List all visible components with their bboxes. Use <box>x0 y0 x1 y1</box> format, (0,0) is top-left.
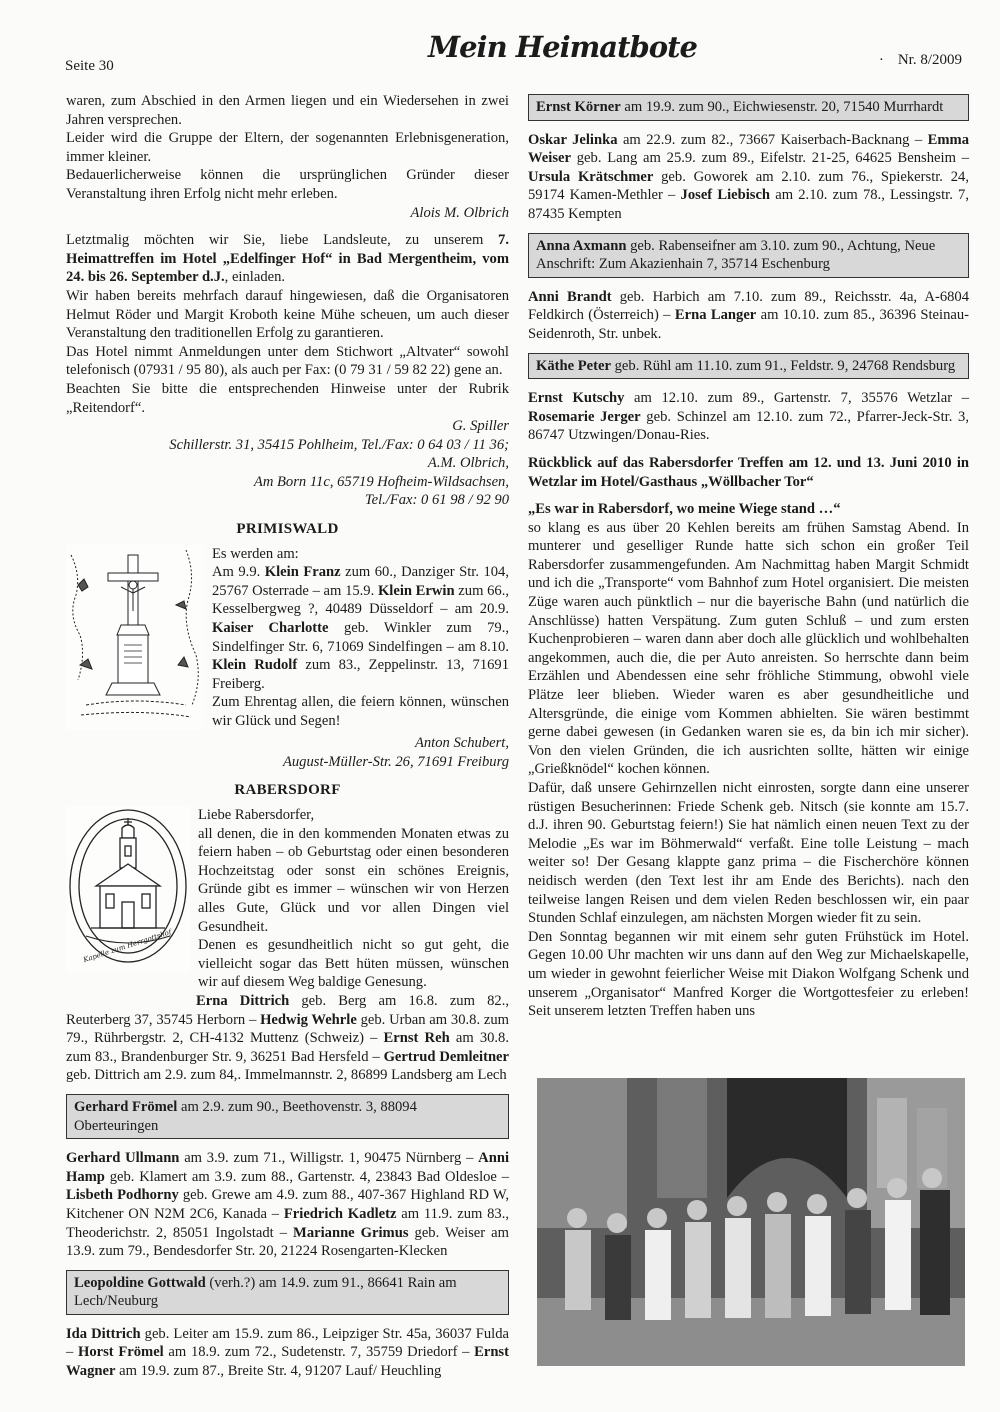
rabersdorf-greeting: Liebe Rabersdorfer, <box>198 807 315 824</box>
signature-name: Anton Schubert, <box>414 735 509 752</box>
signature-name: A.M. Olbrich, <box>427 455 509 472</box>
primiswald-intro: Es werden am: <box>212 545 299 562</box>
right-column <box>528 92 969 1021</box>
primiswald-wish: Zum Ehrentag allen, die feiern können, wünschen wir Glück und Segen! <box>212 694 509 729</box>
page-header <box>0 0 1000 92</box>
intro-paragraph: Bedauerlicherweise können die ursprünglichen Gründer dieser Veranstaltung ihren Erfolg nicht mehr erleben. <box>66 167 509 202</box>
primiswald-birthdays: Am 9.9. Klein Franz zum 60., Danziger Str. 104, 25767 Osterrade – am 15.9. Klein Erwin zum 66., Kesselbergweg ?, 40489 Düsseldorf – am 20.9. Kaiser Charlotte geb. Winkler zum 79., Sindelfinger Str. 6, 71069 Sindelfingen – am 8.10. Klein Rudolf zum 83., Zeppelinstr. 13, 71691 Freiberg. <box>212 564 510 692</box>
signature-address: Am Born 11c, 65719 Hofheim-Wildsachsen, <box>253 473 509 490</box>
highlight-box: Anna Axmann geb. Rabenseifner am 3.10. zum 90., Achtung, Neue Anschrift: Zum Akazienhain 7, 35714 Eschenburg <box>528 233 969 278</box>
chapel-emblem <box>66 806 190 972</box>
review-paragraph: Dafür, daß unsere Gehirnzellen nicht einrosten, sorgte dann eine unserer rüstigen Besucherinnen: Friede Schenk geb. Nitsch (sie konnte am 15.7. d.J. ihren 90. Geburtstag feiern!) Sie hat nämlich einen neuen Text zu der Melodie „Es war im Böhmerwald“ verfaßt. Eine tolle Leistung – mach weiter so! Der Gesang klappte ganz prima – die Fischerchöre können neidisch werden (den Text lest ihr am Ende des Berichts). nach den teilweise langen Reisen und dem vielen Reden beschlossen wir, ein paar Stunden Schlaf einzulegen, am nächsten Morgen wieder fit zu sein. <box>528 780 969 927</box>
signature: Alois M. Olbrich <box>410 204 509 221</box>
review-paragraph: so klang es aus über 20 Kehlen bereits am frühen Samstag Abend. In munterer und geselliger Runde hatte sich schon ein großer Teil Rabersdorfer zusammengefunden. Am Nachmittag haben Margit Schmidt und ich die „Transporte“ vom Bahnhof zum Hotel organisiert. Die meisten Züge waren auch pünktlich – nur die bayerische Bahn (und natürlich die Anschlüsse) hatten Verspätung. Zum guten Schluß – und zum ersten Kuchenprobieren – waren dann aber doch alle glücklich und wohlbehalten angekommen, auch die, die per Auto anreisten. So herrschte dann beim Erzählen und Abendessen eine sehr fröhliche Stimmung, obwohl viele Plätze leer blieben. Wieder waren es aber gesundheitliche und Altersgründe, die einige vom Kommen abhielten. Sie wären bestimmt gerne dabei gewesen (in Gedanken waren sie es, da bin ich mir sicher). Von den vielen Gründen, die ich ausrichten sollte, hätten wir einige „Grießknödel“ kochen können. <box>528 519 969 778</box>
signature-address: Schillerstr. 31, 35415 Pohlheim, Tel./Fax: 0 64 03 / 11 36; <box>169 436 509 453</box>
birthday-list: Ernst Kutschy am 12.10. zum 89., Gartenstr. 7, 35576 Wetzlar – Rosemarie Jerger geb. Schinzel am 12.10. zum 72., Pfarrer-Jeck-Str. 3, 86747 Utzwingen/Donau-Ries. <box>528 390 970 444</box>
intro-paragraph: waren, zum Abschied in den Armen liegen und ein Wiedersehen in zwei Jahren versprechen. <box>66 93 509 128</box>
review-paragraph: Den Sonntag begannen wir mit einem sehr guten Frühstück im Hotel. Gegen 10.00 Uhr machten wir uns dann auf den Weg zur Michaelskapelle, um wieder in gewohnt feierlicher Weise mit Diakon Wolfgang Schenk und unserem „Organisator“ Manfred Korger die Wortgottesfeier zu erleben! Seit unserem letzten Treffen haben uns <box>528 928 969 1020</box>
page-number: Seite 30 <box>65 58 114 74</box>
highlight-box: Käthe Peter geb. Rühl am 11.10. zum 91., Feldstr. 9, 24768 Rendsburg <box>528 353 969 380</box>
masthead-logo: Mein Heimatbote <box>428 30 697 64</box>
meeting-paragraph: Das Hotel nimmt Anmeldungen unter dem Stichwort „Altvater“ sowohl telefonisch (07931 / 95 80), als auch per Fax: (0 79 31 / 59 82 22) gene an. <box>66 343 509 379</box>
left-column <box>66 92 509 1390</box>
birthday-list: Oskar Jelinka am 22.9. zum 82., 73667 Kaiserbach-Backnang – Emma Weiser geb. Lang am 25.9. zum 89., Eifelstr. 21-25, 64625 Bensheim – Ursula Krätschmer geb. Goworek am 2.10. zum 76., Spiekerstr. 24, 59174 Kamen-Methler – Josef Liebisch am 2.10. zum 78., Lessingstr. 7, 87435 Kempten <box>528 131 969 222</box>
highlight-box: Gerhard Frömel am 2.9. zum 90., Beethovenstr. 3, 88094 Oberteuringen <box>66 1094 509 1139</box>
meeting-paragraph: Wir haben bereits mehrfach darauf hingewiesen, daß die Organisatoren Helmut Röder und Margit Kroboth keine Mühe scheuen, um auch dieser Veranstaltung den traditionellen Erfolg zu garantieren. <box>66 287 509 342</box>
signature-name: G. Spiller <box>452 418 509 435</box>
review-heading: Rückblick auf das Rabersdorfer Treffen am 12. und 13. Juni 2010 in Wetzlar im Hotel/Gasthaus „Wöllbacher Tor“ <box>528 454 969 490</box>
signature-address: August-Müller-Str. 26, 71691 Freiburg <box>282 753 509 770</box>
rabersdorf-paragraph: Denen es gesundheitlich nicht so gut geht, die vielleicht sogar das Bett hüten müssen, wünschen wir auf diesem Weg baldige Genesung. <box>198 937 509 991</box>
rabersdorf-birthdays: Erna Dittrich geb. Berg am 16.8. zum 82., Reuterberg 37, 35745 Herborn – Hedwig Wehrle geb. Urban am 30.8. zum 79., Rührbergstr. 2, CH-4132 Muttenz (Schweiz) – Ernst Reh am 30.8. zum 83., Brandenburger Str. 9, 36251 Bad Hersfeld – Gertrud Demleitner geb. Dittrich am 2.9. zum 84,. Immelmannstr. 2, 86899 Landsberg am Lech <box>66 992 510 1084</box>
group-photo <box>537 1078 965 1366</box>
highlight-box: Leopoldine Gottwald (verh.?) am 14.9. zum 91., 86641 Rain am Lech/Neuburg <box>66 1270 509 1315</box>
rabersdorf-paragraph: all denen, die in den kommenden Monaten etwas zu feiern haben – ob Geburtstag oder einen besonderen Hochzeitstag oder sonst ein schönes Ereignis, Gründe gibt es immer – wünschen wir von Herzen alles Gute, Glück und vor allen Dingen viel Gesundheit. <box>198 825 509 935</box>
review-quote: „Es war in Rabersdorf, wo meine Wiege stand …“ <box>528 501 841 518</box>
birthday-list: Ida Dittrich geb. Leiter am 15.9. zum 86., Leipziger Str. 45a, 36037 Fulda – Horst Frömel am 18.9. zum 72., Sudetenstr. 7, 35759 Driedorf – Ernst Wagner am 19.9. zum 87., Breite Str. 4, 91207 Lauf/ Heuchling <box>66 1325 510 1380</box>
section-heading-rabersdorf: RABERSDORF <box>234 782 341 799</box>
highlight-box: Ernst Körner am 19.9. zum 90., Eichwiesenstr. 20, 71540 Murrhardt <box>528 94 969 121</box>
intro-paragraph: Leider wird die Gruppe der Eltern, der sogenannten Erlebnisgeneration, immer kleiner. <box>66 130 509 165</box>
svg-text:Kapelle zum Herrgottshof: Kapelle zum Herrgottshof <box>82 928 173 965</box>
section-heading-primiswald: PRIMISWALD <box>236 521 339 538</box>
meeting-invite: Letztmalig möchten wir Sie, liebe Landsleute, zu unserem 7. Heimattreffen im Hotel „Edelfinger Hof“ in Bad Mergentheim, vom 24. bis 26. September d.J., einladen. <box>66 232 509 286</box>
wayside-cross-illustration <box>66 545 204 731</box>
birthday-list: Gerhard Ullmann am 3.9. zum 71., Willigstr. 1, 90475 Nürnberg – Anni Hamp geb. Klamert am 3.9. zum 88., Gartenstr. 4, 23843 Bad Oldesloe – Lisbeth Podhorny geb. Grewe am 4.9. zum 88., 407-367 Highland RD W, Kitchener ON N2M 2C6, Kanada – Friedrich Kadletz am 11.9. zum 83., Theoderichstr. 2, 85051 Ingolstadt – Marianne Grimus geb. Weiser am 13.9. zum 79., Bendesdorfer Str. 20, 21224 Rosengarten-Klecken <box>66 1150 510 1260</box>
birthday-list: Anni Brandt geb. Harbich am 7.10. zum 89., Reichsstr. 4a, A-6804 Feldkirch (Österreich) – Erna Langer am 10.10. zum 85., 36396 Steinau-Seidenroth, Str. unbek. <box>528 288 970 342</box>
issue-number: · Nr. 8/2009 <box>878 52 962 68</box>
signature-address: Tel./Fax: 0 61 98 / 92 90 <box>364 492 509 509</box>
group-photo-drawing <box>537 1078 965 1366</box>
meeting-paragraph: Beachten Sie bitte die entsprechenden Hinweise unter der Rubrik „Reitendorf“. <box>66 380 509 416</box>
